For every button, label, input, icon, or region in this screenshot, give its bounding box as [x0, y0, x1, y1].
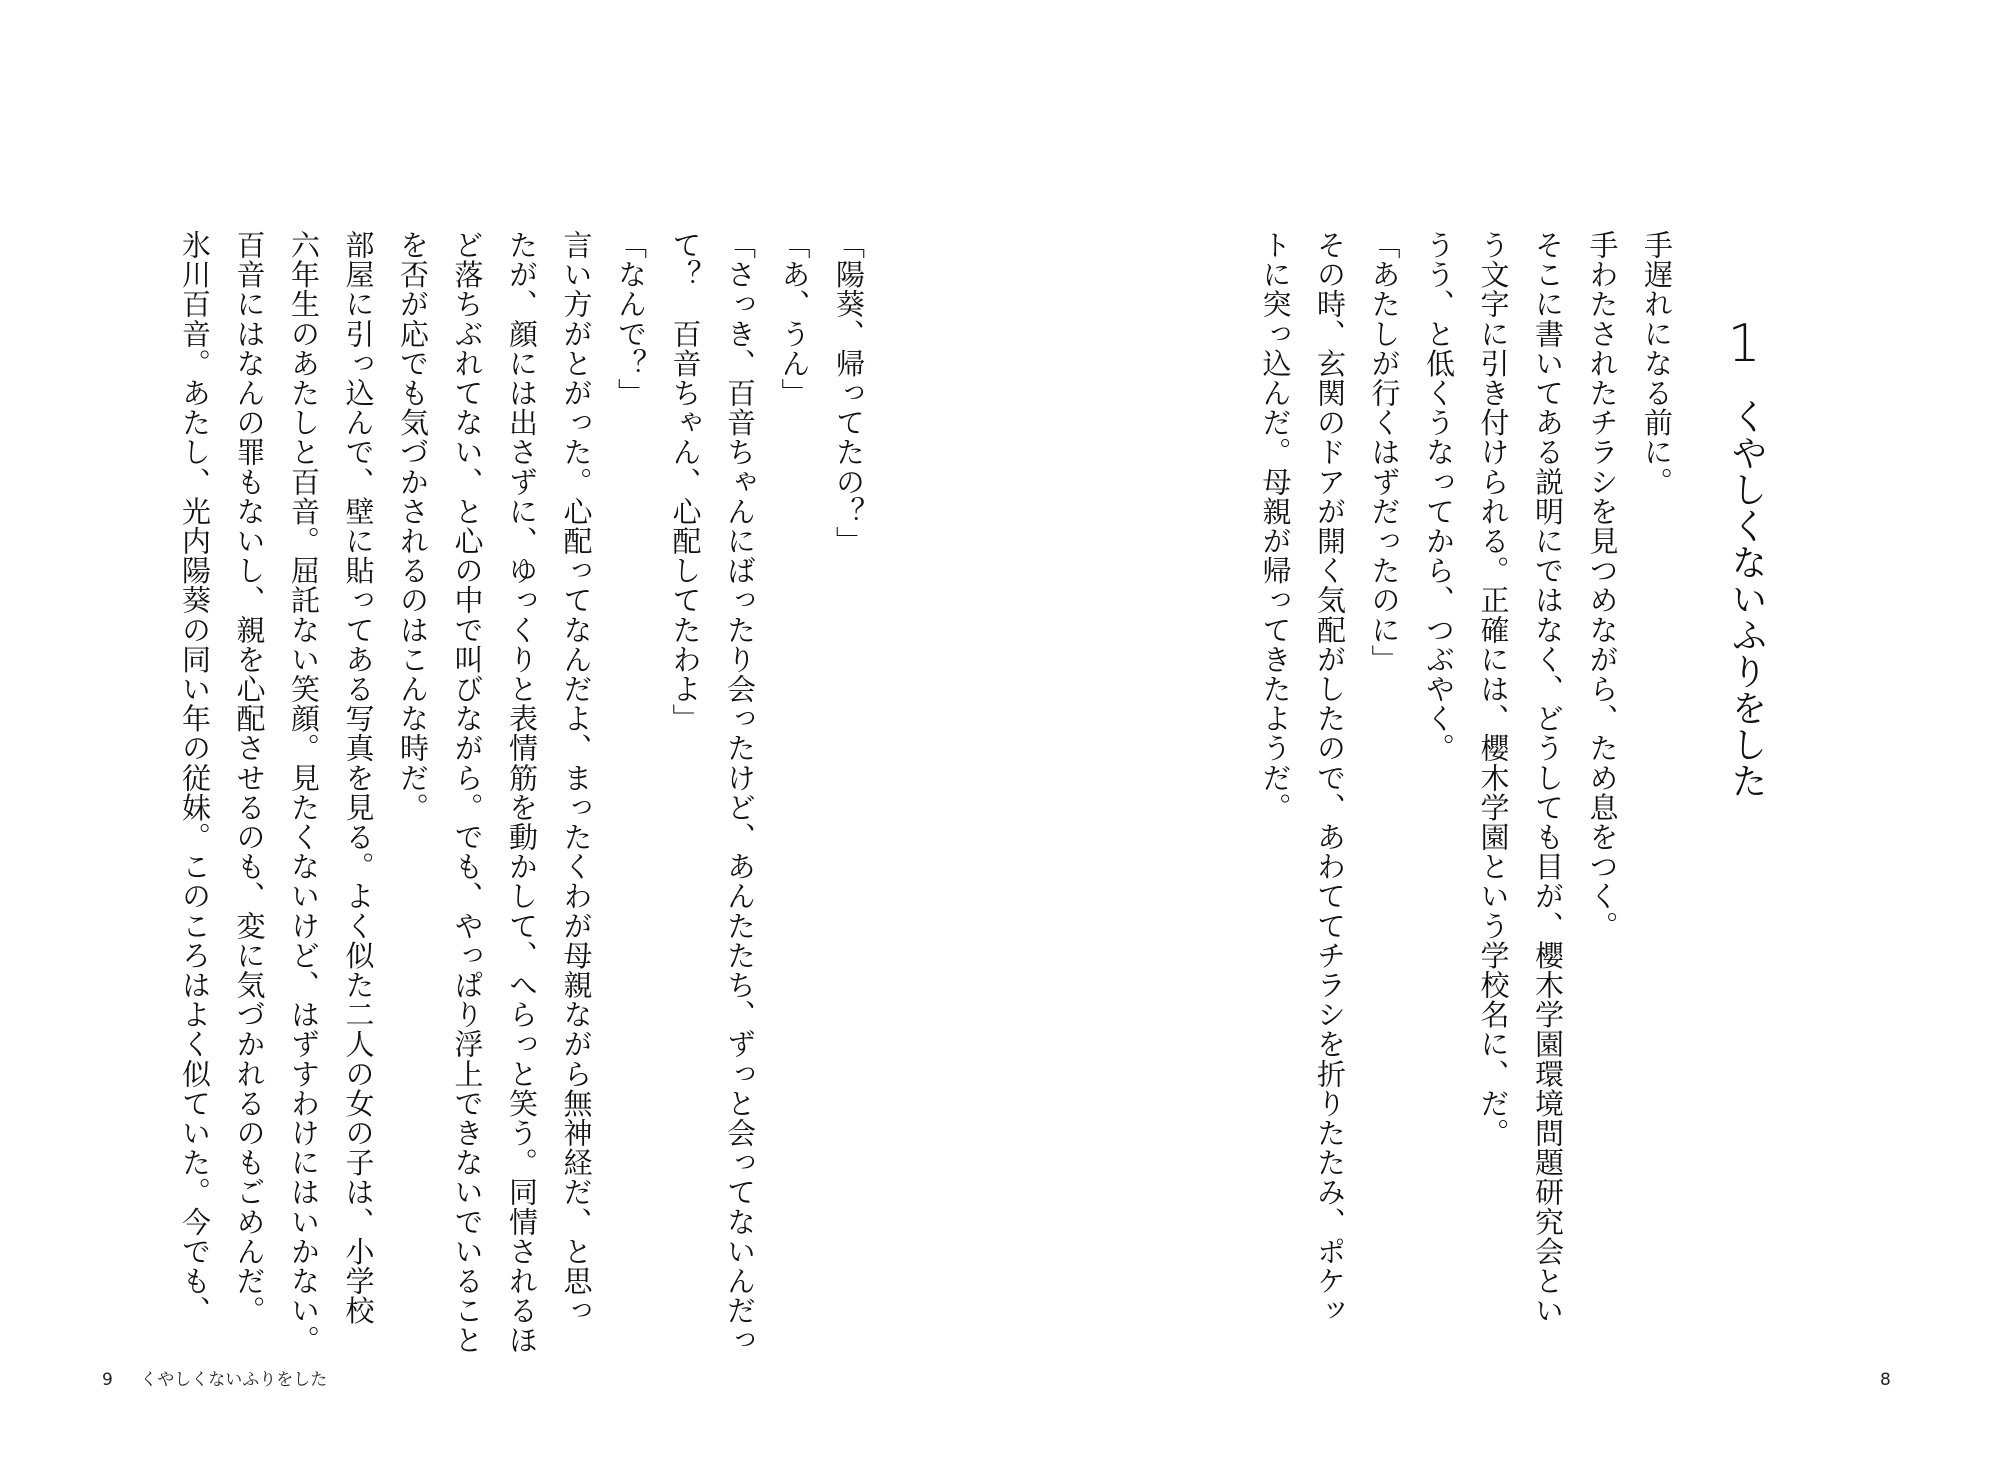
- paragraph: 部屋に引っ込んで、壁に貼ってある写真を見る。よく似た二人の女の子は、小学校: [341, 230, 376, 1326]
- chapter-title: くやしくないふりをした: [1726, 398, 1767, 799]
- running-title: くやしくないふりをした: [140, 1370, 328, 1390]
- paragraph: たが、顔には出さずに、ゆっくりと表情筋を動かして、へらっと笑う。同情されるほ: [505, 230, 539, 1355]
- left-page-number: 9: [102, 1370, 113, 1390]
- paragraph: 氷川百音。あたし、光内陽葵の同い年の従妹。このころはよく似ていた。今でも、: [178, 230, 212, 1326]
- chapter-number: 1: [1727, 314, 1761, 374]
- paragraph: て？ 百音ちゃん、心配してたわよ」: [668, 230, 703, 734]
- paragraph: 「さっき、百音ちゃんにばったり会ったけど、あんたたち、ずっと会ってないんだっ: [723, 230, 757, 1355]
- paragraph: そこに書いてある説明にではなく、どうしても目が、櫻木学園環境問題研究会とい: [1531, 230, 1565, 1326]
- paragraph: その時、玄関のドアが開く気配がしたので、あわててチラシを折りたたみ、ポケッ: [1313, 230, 1347, 1326]
- right-page-number: 8: [1880, 1370, 1891, 1390]
- paragraph: 「あ、うん」: [777, 230, 812, 408]
- left-page-text: [0, 230, 876, 1355]
- paragraph: 「陽葵、帰ってたの？」: [832, 230, 866, 556]
- paragraph: う文字に引き付けられる。正確には、櫻木学園という学校名に、だ。: [1476, 230, 1511, 1148]
- paragraph: 百音にはなんの罪もないし、親を心配させるのも、変に気づかれるのもごめんだ。: [232, 230, 267, 1326]
- paragraph: ど落ちぶれてない、と心の中で叫びながら。でも、やっぱり浮上できないでいること: [450, 230, 485, 1355]
- paragraph: 言い方がとがった。心配ってなんだよ、まったくわが母親ながら無神経だ、と思っ: [559, 230, 594, 1326]
- left-footer: [102, 1368, 327, 1392]
- paragraph: 六年生のあたしと百音。屈託ない笑顔。見たくないけど、はずすわけにはいかない。: [287, 230, 321, 1355]
- paragraph: うう、と低くうなってから、つぶやく。: [1422, 230, 1456, 763]
- paragraph: 手遅れになる前に。: [1640, 230, 1674, 497]
- paragraph: 「あたしが行くはずだったのに」: [1367, 230, 1402, 674]
- paragraph: を否が応でも気づかされるのはこんな時だ。: [396, 230, 430, 822]
- paragraph: トに突っ込んだ。母親が帰ってきたようだ。: [1258, 230, 1293, 822]
- paragraph: 手わたされたチラシを見つめながら、ため息をつく。: [1585, 230, 1620, 941]
- paragraph: 「なんで？」: [614, 230, 648, 408]
